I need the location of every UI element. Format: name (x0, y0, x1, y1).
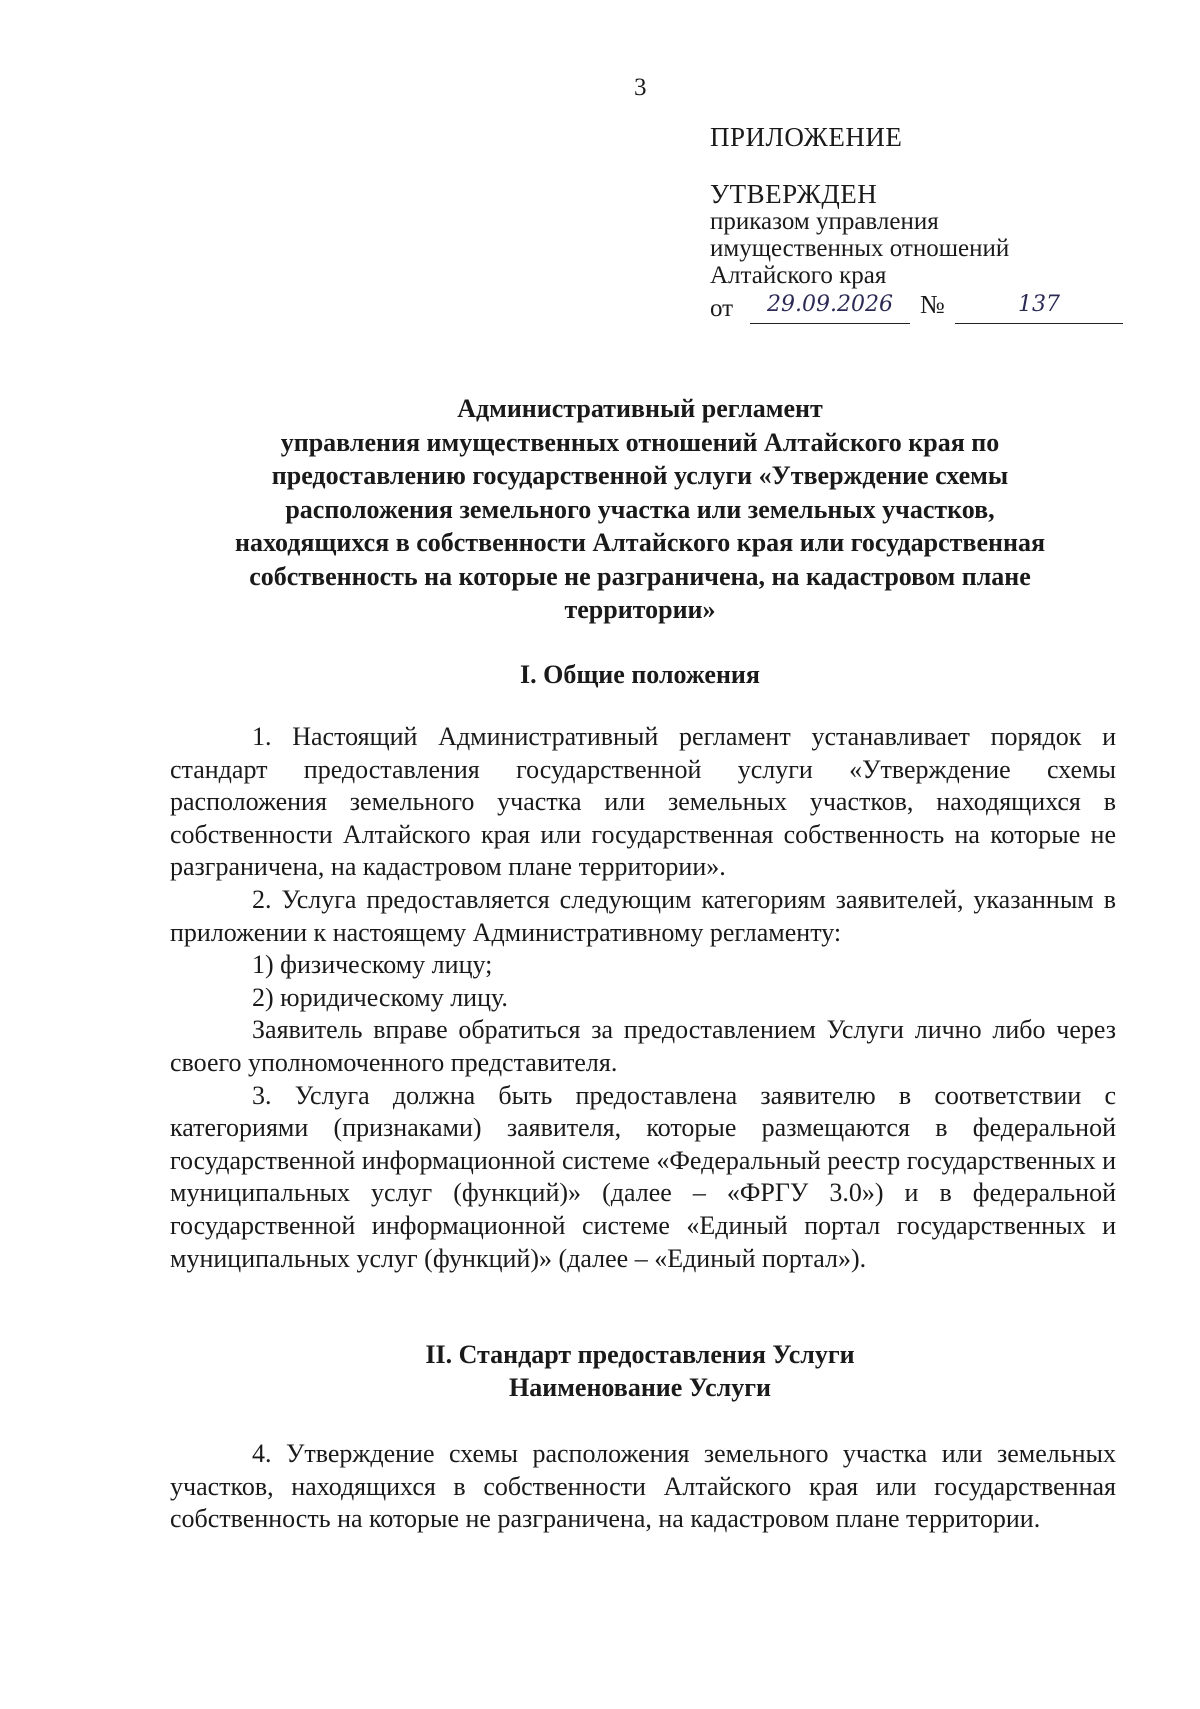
list-item: 2) юридическому лицу. (252, 982, 508, 1012)
title-line: управления имущественных отношений Алтайского края по (280, 427, 1000, 457)
section-1-body (170, 721, 1116, 1275)
section-1-heading: I. Общие положения (520, 660, 760, 689)
page-number: 3 (634, 74, 647, 101)
title-line: предоставлению государственной услуги «Утверждение схемы (271, 461, 1009, 490)
section-2-title: II. Стандарт предоставления Услуги (425, 1340, 855, 1369)
title-line: Административный регламент (457, 394, 823, 423)
paragraph: 2. Услуга предоставляется следующим категориям заявителей, указанным в приложении к настоящему Административному регламенту: (170, 884, 1116, 947)
appendix-label: ПРИЛОЖЕНИЕ (710, 122, 903, 152)
signature-row (710, 291, 1150, 327)
paragraph: 3. Услуга должна быть предоставлена заявителю в соответствии с категориями (признаками) заявителя, которые размещаются в федеральной государственной информационной системе «Федеральный реестр государственных и муниципальных услуг (функций)» (далее – «ФРГУ 3.0») и в федеральной государственной информационной системе «Единый портал государственных и муниципальных услуг (функций)» (далее – «Единый портал»). (170, 1080, 1116, 1273)
approved-label: УТВЕРЖДЕН (710, 179, 878, 209)
section-2-subtitle: Наименование Услуги (508, 1373, 772, 1402)
paragraph: Заявитель вправе обратиться за предоставлением Услуги лично либо через своего уполномоченного представителя. (170, 1015, 1116, 1077)
title-line: территории» (564, 595, 716, 624)
number-label: № (920, 290, 945, 319)
section-2-body (170, 1438, 1116, 1536)
approval-line-3: Алтайского края (710, 262, 887, 289)
title-line: расположения земельного участка или земельных участков, (285, 494, 995, 524)
number-field: 137 (955, 291, 1123, 324)
approval-block (710, 124, 1150, 327)
date-prefix: от (710, 295, 734, 322)
approval-line-1: приказом управления (710, 208, 939, 235)
document-title (170, 392, 1110, 627)
list-item: 1) физическому лицу; (252, 950, 493, 980)
section-2-heading (170, 1338, 1110, 1404)
date-field: 29.09.2026 (750, 291, 910, 324)
paragraph: 4. Утверждение схемы расположения земельного участка или земельных участков, находящихся в собственности Алтайского края или государственная собственность на которые не разграничена, на кадастровом плане территории. (170, 1439, 1116, 1534)
approval-line-2: имущественных отношений (710, 235, 1010, 262)
title-line: находящихся в собственности Алтайского края или государственная (234, 528, 1046, 557)
title-line: собственность на которые не разграничена, на кадастровом плане (249, 561, 1031, 591)
paragraph: 1. Настоящий Административный регламент устанавливает порядок и стандарт предоставления государственной услуги «Утверждение схемы расположения земельного участка или земельных участков, находящихся в собственности Алтайского края или государственная собственность на которые не разграничена, на кадастровом плане территории». (170, 722, 1116, 882)
